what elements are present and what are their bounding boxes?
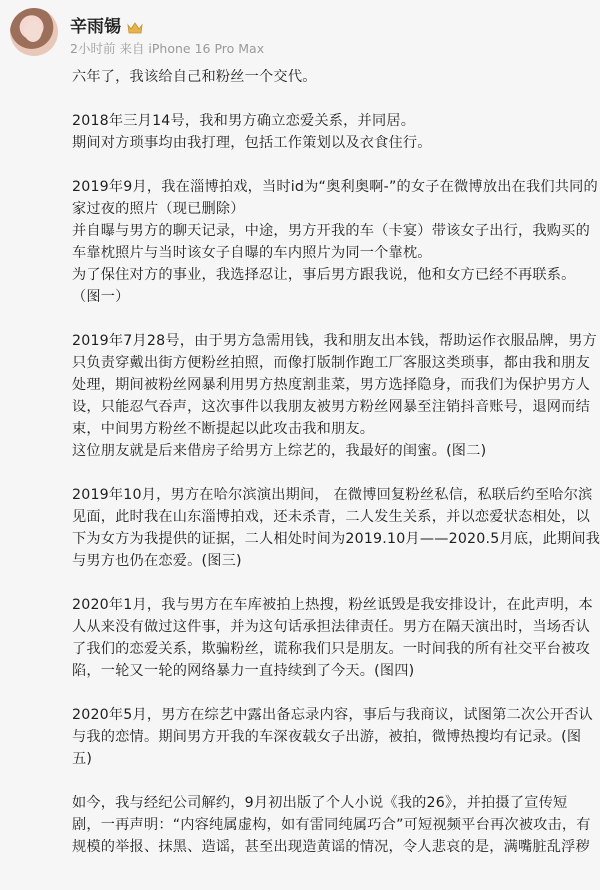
text-line: 下为女方为我提供的证据，二人相处时间为2019.10月——2020.5月底，此期间我 — [72, 531, 600, 547]
paragraph-gap — [72, 154, 592, 176]
text-line: 2019年7月28号，由于男方急需用钱，我和朋友出本钱，帮助运作衣服品牌，男方 — [72, 333, 597, 349]
post-header — [0, 0, 600, 62]
text-line: 见面，此时我在山东淄博拍戏，还未杀青，二人发生关系，并以恋爱状态相处，以 — [72, 509, 590, 525]
text-line: 与男方也仍在恋爱。(图三) — [72, 553, 242, 569]
avatar[interactable] — [10, 8, 58, 56]
paragraph-gap — [72, 88, 592, 110]
text-line: 如今，我与经纪公司解约，9月初出版了个人小说《我的26》，并拍摄了宣传短 — [72, 795, 568, 811]
post-time: 2小时前 — [70, 41, 116, 56]
post-paragraph — [72, 66, 592, 88]
text-line: 处理，期间被粉丝网暴利用男方热度割韭菜，男方选择隐身，而我们为保护男方人 — [72, 377, 590, 393]
paragraph-gap — [72, 682, 592, 704]
text-line: 人从来没有做过这件事，并为这句话承担法律责任。男方在隔天演出时，当场否认 — [72, 619, 590, 635]
text-line: 2018年三月14号，我和男方确立恋爱关系，并同居。 — [72, 113, 416, 129]
text-line: 规模的举报、抹黑、造谣，甚至出现造黄谣的情况，令人悲哀的是，满嘴脏乱浮秽 — [72, 839, 590, 855]
post-paragraph — [72, 330, 597, 462]
crown-icon — [127, 19, 143, 31]
text-line: 设，只能忍气吞声，这次事件以我朋友被男方粉丝网暴至注销抖音账号，退网而结 — [72, 399, 590, 415]
text-line: 2020年1月，我与男方在车库被拍上热搜，粉丝诋毁是我安排设计，在此声明，本 — [72, 597, 593, 613]
text-line: （图一） — [72, 289, 130, 305]
text-line: 只负责穿戴出街方便粉丝拍照，而像打版制作跑工厂客服这类琐事，都由我和朋友 — [72, 355, 590, 371]
text-line: 2019年10月，男方在哈尔滨演出期间， 在微博回复粉丝私信，私联后约至哈尔滨 — [72, 487, 593, 503]
post-paragraph — [72, 594, 592, 682]
text-line: 束，中间男方粉丝不断提起以此攻击我和朋友。 — [72, 421, 375, 437]
text-line: 了我们的恋爱关系，欺骗粉丝，谎称我们只是朋友。一时间我的所有社交平台被攻 — [72, 641, 590, 657]
post-paragraph — [72, 176, 598, 308]
paragraph-gap — [72, 308, 592, 330]
paragraph-gap — [72, 462, 592, 484]
text-line: 期间对方琐事均由我打理，包括工作策划以及衣食住行。 — [72, 135, 432, 151]
text-line: 陷，一轮又一轮的网络暴力一直持续到了今天。(图四) — [72, 663, 415, 679]
text-line: 2020年5月，男方在综艺中露出备忘录内容，事后与我商议，试图第二次公开否认 — [72, 707, 593, 723]
text-line: 与我的恋情。期间男方开我的车深夜载女子出游，被拍，微博热搜均有记录。(图 — [72, 729, 582, 745]
author-row — [70, 12, 143, 37]
text-line: 为了保住对方的事业，我选择忍让，事后男方跟我说，他和女方已经不再联系。 — [72, 267, 576, 283]
paragraph-gap — [72, 770, 592, 792]
text-line: 家过夜的照片（现已删除） — [72, 201, 245, 217]
post-paragraph — [72, 484, 600, 572]
post-paragraph — [72, 792, 592, 858]
post-source: 来自 iPhone 16 Pro Max — [119, 41, 265, 56]
text-line: 并自曝与男方的聊天记录，中途，男方开我的车（卡宴）带该女子出行，我购买的 — [72, 223, 590, 239]
post-paragraph — [72, 704, 592, 770]
text-line: 五) — [72, 751, 93, 767]
paragraph-gap — [72, 572, 592, 594]
text-line: 车靠枕照片与当时该女子自曝的车内照片为同一个靠枕。 — [72, 245, 432, 261]
text-line: 这位朋友就是后来借房子给男方上综艺的，我最好的闺蜜。(图二) — [72, 443, 487, 459]
text-line: 六年了，我该给自己和粉丝一个交代。 — [72, 69, 317, 85]
text-line: 剧，一再声明：“内容纯属虚构，如有雷同纯属巧合”可短视频平台再次被攻击，有 — [72, 817, 591, 833]
username[interactable]: 辛雨锡 — [70, 17, 121, 37]
text-line: 2019年9月，我在淄博拍戏，当时id为“奥利奥啊-”的女子在微博放出在我们共同的 — [72, 179, 598, 195]
post-meta — [70, 39, 264, 57]
post-body — [72, 66, 600, 858]
post-paragraph — [72, 110, 592, 154]
